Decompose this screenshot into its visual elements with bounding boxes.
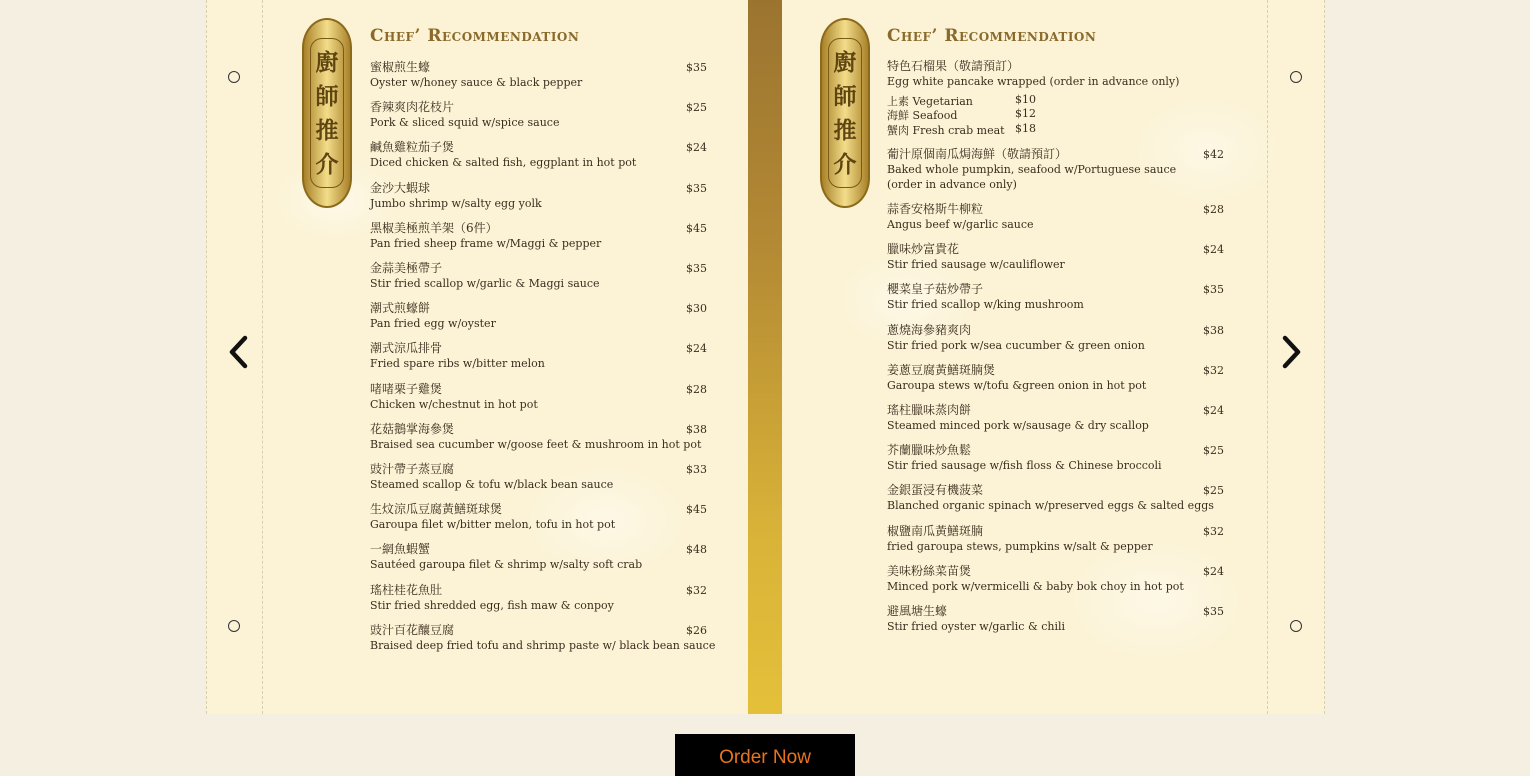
menu-item-en: Stir fried pork w/sea cucumber & green onion (887, 338, 1145, 352)
menu-item-en: Diced chicken & salted fish, eggplant in hot pot (370, 156, 637, 170)
menu-item (887, 564, 1184, 594)
menu-item-cn: 蒜香安格斯牛柳粒 (887, 202, 984, 216)
menu-item (370, 542, 642, 572)
menu-item-price: $35 (686, 61, 707, 74)
menu-item-cn: 芥蘭臘味炒魚鬆 (887, 443, 972, 458)
option-price: $12 (1015, 107, 1036, 120)
binder-hole (228, 71, 240, 83)
menu-item-price: $42 (1203, 148, 1224, 161)
menu-item-price: $48 (686, 543, 707, 557)
menu-item-en: Braised deep fried tofu and shrimp paste w/ black bean sauce (370, 638, 716, 652)
menu-item-en: Sautéed garoupa filet & shrimp w/salty soft crab (370, 558, 643, 572)
menu-item-cn: 葡汁原個南瓜焗海鮮（敬請預訂） (887, 147, 1068, 161)
right-margin-line (1267, 0, 1268, 714)
menu-item-en: Fried spare ribs w/bitter melon (370, 357, 545, 371)
menu-item-price: $35 (1203, 605, 1224, 618)
menu-item (370, 583, 614, 613)
menu-item (370, 462, 613, 492)
badge-char: 介 (833, 150, 857, 178)
prev-page-button[interactable] (223, 332, 253, 372)
menu-item-cn: 蔥燒海參豬爽肉 (887, 322, 972, 337)
menu-item-cn: 潮式煎蠔餅 (370, 301, 431, 316)
menu-option (887, 122, 1036, 138)
menu-item-en: Jumbo shrimp w/salty egg yolk (370, 196, 542, 210)
menu-item-cn: 香辣爽肉花枝片 (370, 100, 455, 115)
menu-item-price: $24 (686, 141, 707, 155)
chef-badge-right (820, 18, 870, 208)
menu-item-cn: 臘味炒富貴花 (887, 242, 960, 257)
menu-item-price: $38 (686, 422, 707, 436)
page-title-left: Chef’ Recommendation (370, 26, 580, 46)
menu-item-en: Stir fried shredded egg, fish maw & conpoy (370, 598, 614, 612)
menu-item-price: $28 (1203, 203, 1224, 216)
menu-item (887, 59, 1179, 89)
chevron-left-icon (227, 334, 249, 370)
menu-item-en: Garoupa stews w/tofu &green onion in hot pot (887, 378, 1147, 392)
menu-item-price: $35 (1203, 283, 1224, 297)
menu-item-price: $24 (686, 342, 707, 356)
menu-item-cn: 金銀蛋浸有機菠菜 (887, 483, 984, 498)
menu-item-en: Stir fried sausage w/cauliflower (887, 258, 1065, 272)
menu-item (370, 382, 538, 412)
menu-item-en: Minced pork w/vermicelli & baby bok choy in hot pot (887, 579, 1184, 593)
menu-item (370, 502, 615, 532)
badge-char: 師 (315, 82, 339, 110)
menu-item-en: Egg white pancake wrapped (order in advance only) (887, 75, 1180, 88)
menu-item (887, 403, 1149, 433)
menu-item (370, 341, 545, 371)
menu-item-cn: 蜜椒煎生蠔 (370, 60, 431, 74)
menu-item-price: $35 (686, 262, 707, 275)
menu-item-cn: 特色石榴果（敬請預訂） (887, 59, 1020, 73)
menu-option (887, 107, 1036, 123)
menu-item (887, 242, 1065, 272)
menu-item-en: Chicken w/chestnut in hot pot (370, 397, 538, 411)
menu-item (370, 261, 600, 291)
chevron-right-icon (1281, 334, 1303, 370)
menu-item-price: $32 (686, 583, 707, 597)
menu-item-cn: 鹹魚雞粒茄子煲 (370, 140, 455, 155)
menu-item-price: $32 (1203, 363, 1224, 377)
menu-item-en: Stir fried scallop w/garlic & Maggi sauce (370, 277, 600, 290)
menu-item-price: $30 (686, 302, 707, 316)
badge-char: 廚 (833, 48, 857, 76)
menu-item (370, 422, 701, 452)
option-label: 海鮮 Seafood (887, 109, 958, 122)
menu-item-cn: 一網魚蝦蟹 (370, 542, 431, 557)
menu-item-price: $25 (686, 101, 707, 115)
menu-item-price: $25 (1203, 484, 1224, 498)
menu-item-en: Baked whole pumpkin, seafood w/Portuguese sauce (887, 163, 1177, 176)
menu-item-cn: 金蒜美極帶子 (370, 261, 443, 275)
menu-item-cn: 姜蔥豆腐黃鱔斑腩煲 (887, 362, 996, 377)
right-edge-line (1324, 0, 1325, 714)
menu-item (370, 181, 542, 211)
menu-item-cn: 花菇鵝掌海參煲 (370, 421, 455, 436)
menu-item (887, 202, 1034, 232)
next-page-button[interactable] (1277, 332, 1307, 372)
left-margin-line (262, 0, 263, 714)
menu-item-en: Blanched organic spinach w/preserved eggs & salted eggs (887, 499, 1214, 513)
menu-item (887, 524, 1153, 554)
menu-item-cn: 金沙大蝦球 (370, 180, 431, 195)
badge-char: 廚 (315, 48, 339, 76)
menu-book (206, 0, 1325, 714)
binder-hole (1290, 71, 1302, 83)
menu-item (370, 221, 601, 251)
menu-item-en: Angus beef w/garlic sauce (887, 218, 1034, 231)
binder-hole (228, 620, 240, 632)
menu-item-en: Stir fried scallop w/king mushroom (887, 298, 1084, 312)
order-now-button[interactable]: Order Now (675, 734, 855, 776)
menu-item-en: Stir fried oyster w/garlic & chili (887, 620, 1066, 633)
menu-item-cn: 潮式涼瓜排骨 (370, 341, 443, 356)
menu-item-en: Pan fried egg w/oyster (370, 317, 496, 331)
badge-char: 推 (833, 116, 857, 144)
badge-char: 師 (833, 82, 857, 110)
menu-item-cn: 避風塘生蠔 (887, 604, 948, 618)
menu-item-cn: 瑤柱臘味蒸肉餅 (887, 403, 972, 417)
menu-item (887, 363, 1146, 393)
menu-item-price: $38 (1203, 323, 1224, 337)
menu-item-en: Steamed minced pork w/sausage & dry scallop (887, 419, 1149, 432)
menu-item-price: $45 (686, 503, 707, 517)
menu-item (887, 147, 1176, 192)
menu-item-price: $35 (686, 181, 707, 195)
option-price: $18 (1015, 122, 1036, 135)
binder-hole (1290, 620, 1302, 632)
menu-item-price: $26 (686, 623, 707, 637)
menu-item-en: Garoupa filet w/bitter melon, tofu in hot pot (370, 518, 616, 532)
menu-item-price: $33 (686, 463, 707, 476)
menu-item (370, 623, 715, 653)
option-label: 蟹肉 Fresh crab meat (887, 124, 1005, 137)
menu-item-cn: 櫻菜皇子菇炒帶子 (887, 282, 984, 297)
menu-item (370, 60, 582, 90)
menu-item-en: Braised sea cucumber w/goose feet & mushroom in hot pot (370, 437, 702, 451)
menu-item (370, 301, 496, 331)
menu-item-price: $24 (1203, 243, 1224, 257)
menu-item-price: $32 (1203, 524, 1224, 538)
menu-item-cn: 豉汁帶子蒸豆腐 (370, 462, 455, 476)
chef-badge-left (302, 18, 352, 208)
menu-item (370, 140, 636, 170)
menu-item-en: Pan fried sheep frame w/Maggi & pepper (370, 236, 602, 250)
badge-char: 推 (315, 116, 339, 144)
left-edge-line (206, 0, 207, 714)
book-spine (748, 0, 782, 714)
menu-item-cn: 椒鹽南瓜黃鱔斑腩 (887, 523, 984, 538)
menu-item-price: $24 (1203, 564, 1224, 578)
menu-item (887, 604, 1065, 634)
menu-item-cn: 黑椒美極煎羊架（6件） (370, 220, 498, 235)
menu-item-en: Oyster w/honey sauce & black pepper (370, 76, 583, 89)
menu-item-cn: 美味粉絲菜苗煲 (887, 563, 972, 578)
menu-item-en: Stir fried sausage w/fish floss & Chinese broccoli (887, 459, 1162, 473)
menu-item-en: Steamed scallop & tofu w/black bean sauce (370, 478, 614, 491)
menu-item-cn: 生炆涼瓜豆腐黃鱔斑球煲 (370, 502, 503, 517)
menu-item-en-note: (order in advance only) (887, 178, 1017, 191)
menu-item-price: $25 (1203, 444, 1224, 458)
menu-item-cn: 瑤柱桂花魚肚 (370, 582, 443, 597)
option-price: $10 (1015, 93, 1036, 106)
menu-item-price: $24 (1203, 404, 1224, 417)
menu-item (887, 282, 1084, 312)
page-title-right: Chef’ Recommendation (887, 26, 1097, 46)
menu-item (887, 483, 1214, 513)
menu-item-en: fried garoupa stews, pumpkins w/salt & pepper (887, 539, 1153, 553)
menu-item-price: $28 (686, 382, 707, 396)
menu-item-en: Pork & sliced squid w/spice sauce (370, 116, 560, 130)
menu-item (887, 323, 1145, 353)
menu-item-cn: 啫啫栗子雞煲 (370, 381, 443, 396)
menu-item (370, 100, 559, 130)
menu-item-cn: 豉汁百花釀豆腐 (370, 622, 455, 637)
menu-item-price: $45 (686, 221, 707, 235)
badge-char: 介 (315, 150, 339, 178)
option-label: 上素 Vegetarian (887, 95, 973, 108)
menu-item (887, 443, 1162, 473)
